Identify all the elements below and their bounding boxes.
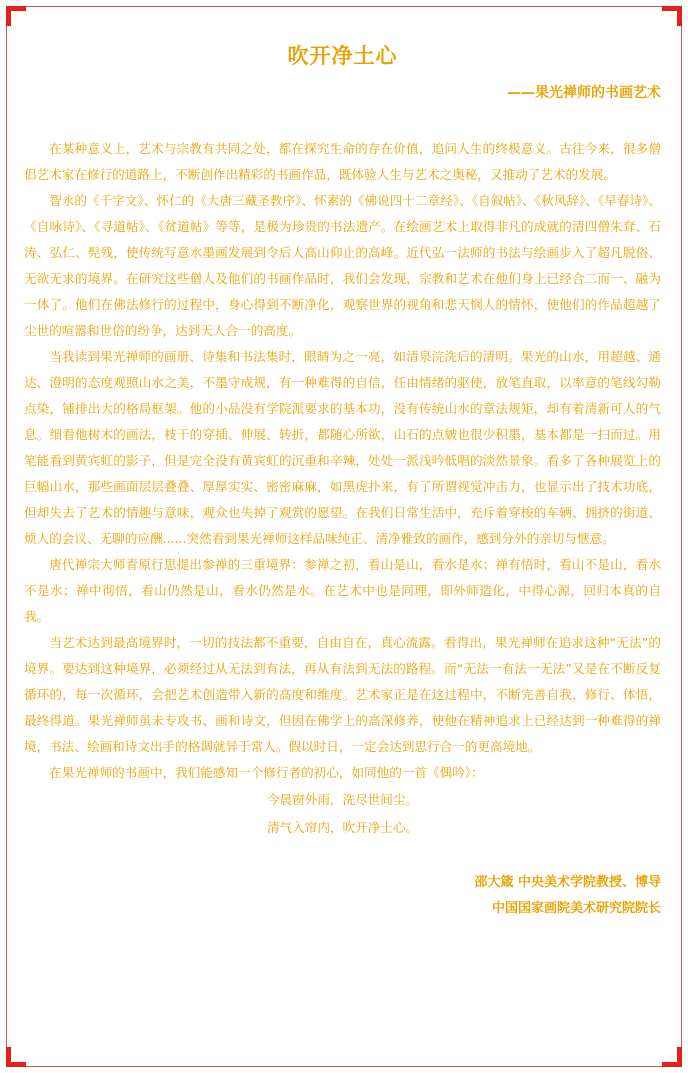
- article-subtitle: ——果光禅师的书画艺术: [507, 85, 661, 101]
- poem-line: 清气入帘内，吹开净土心。: [266, 820, 419, 835]
- author-signature: [24, 870, 661, 922]
- article-title: 吹开净土心: [287, 44, 398, 68]
- paragraph: 在果光禅师的书画中，我们能感知一个修行者的初心，如同他的一首《偶吟》：: [49, 765, 484, 780]
- corner-bracket-top-left: [6, 6, 26, 26]
- corner-bracket-top-right: [662, 6, 682, 26]
- paragraph: 在某种意义上，艺术与宗教有共同之处，都在探究生命的存在价值，追问人生的终极意义。古往今来，很多僧侣艺术家在修行的道路上，不断创作出精彩的书画作品，既体验人生与艺术之奥秘，又推动了艺术的发展。: [24, 141, 661, 182]
- article: [24, 40, 661, 922]
- paragraph: 当艺术达到最高境界时，一切的技法都不重要，自由自在，真心流露。看得出，果光禅师在追求这种“无法”的境界。要达到这种境界，必须经过从无法到有法，再从有法到无法的路程。而“无法一有法一无法”又是在不断反复循环的，每一次循环，会把艺术创造带入新的高度和维度。艺术家正是在这过程中，不断完善自我，修行、体悟，最终得道。果光禅师虽未专攻书、画和诗文，但因在佛学上的高深修养，使他在精神追求上已经达到一种难得的禅境，书法、绘画和诗文出手的格调就异于常人。假以时日，一定会达到思行合一的更高境地。: [24, 635, 661, 754]
- corner-bracket-bottom-right: [662, 1047, 682, 1067]
- paragraph: 智永的《千字文》、怀仁的《大唐三藏圣教序》、怀素的《佛说四十二章经》、《自叙帖》、《秋风辞》、《早春诗》、《自咏诗》、《寻道帖》、《贫道帖》等等，是极为珍贵的书法遗产。在绘画艺术上取得非凡的成就的清四僧朱耷、石涛、弘仁、髡残，使传统写意水墨画发展到令后人高山仰止的高峰。近代弘一法师的书法与绘画步入了超凡脱俗、无欲无求的境界。在研究这些僧人及他们的书画作品时，我们会发现，宗教和艺术在他们身上已经合二而一、融为一体了。他们在佛法修行的过程中，身心得到不断净化，观察世界的视角和悲天悯人的情怀，使他们的作品超越了尘世的喧嚣和世俗的纷争，达到天人合一的高度。: [24, 193, 661, 338]
- paragraph: 当我读到果光禅师的画册、诗集和书法集时，眼睛为之一亮，如清泉浣洗后的清明。果光的山水，用超越、通达、澄明的态度观照山水之美，不墨守成规，有一种难得的自信，任由情绪的驱使，放笔直取，以率意的笔线勾勒点染，铺排出大的格局框架。他的小品没有学院派要求的基本功，没有传统山水的章法规矩，却有着清新可人的气息。细看他树木的画法，枝干的穿插、伸展、转折，都随心所欲，山石的点皴也很少积墨，基本都是一扫而过。用笔能看到黄宾虹的影子，但是完全没有黄宾虹的沉重和辛辣，处处一派浅吟低唱的淡然景象。看多了各种展览上的巨幅山水，那些画面层层叠叠、厚厚实实、密密麻麻，如黑虎扑来，有了所谓视觉冲击力，也显示出了技术功底，但却失去了艺术的情趣与意味，观众也失掉了观赏的愿望。在我们日常生活中，充斥着穿梭的车辆、拥挤的街道、烦人的会议、无聊的应酬......突然看到果光禅师这样品味纯正、清净雅致的画作，感到分外的亲切与惬意。: [24, 349, 661, 546]
- poem-line: 今晨窗外雨，洗尽世间尘。: [266, 792, 419, 807]
- author-affiliation: 中国国家画院美术研究院院长: [491, 901, 661, 916]
- corner-bracket-bottom-left: [6, 1047, 26, 1067]
- paragraph: 唐代禅宗大师青原行思提出参禅的三重境界：参禅之初，看山是山，看水是水；禅有悟时，看山不是山，看水不是水；禅中彻悟，看山仍然是山，看水仍然是水。在艺术中也是同理，即外师造化，中得心源，回归本真的自我。: [24, 557, 661, 624]
- author-name-title: 邵大箴 中央美术学院教授、博导: [474, 875, 661, 890]
